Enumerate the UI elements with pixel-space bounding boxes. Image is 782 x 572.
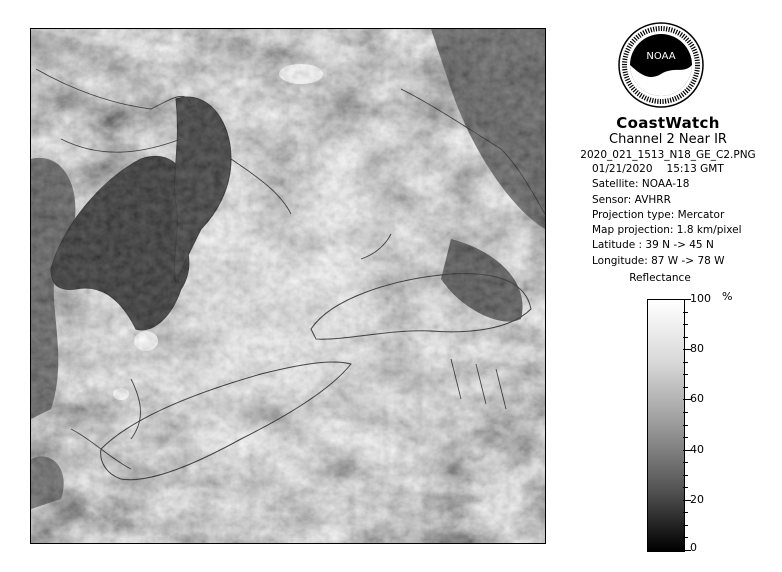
scale-tick [683, 475, 688, 476]
scale-label-40: 40 [690, 443, 704, 456]
date-value: 01/21/2020 [592, 163, 653, 175]
noaa-logo-svg [618, 22, 704, 108]
scale-label-0: 0 [690, 541, 697, 554]
scale-tick [683, 337, 688, 338]
scale-tick [683, 525, 688, 526]
image-grain [31, 29, 545, 543]
scale-tick [683, 425, 688, 426]
metadata-panel [592, 162, 742, 269]
latitude-line: Latitude : 39 N -> 45 N [592, 239, 714, 252]
file-name: 2020_021_1513_N18_GE_C2.PNG [580, 149, 756, 161]
reflectance-colorbar [647, 299, 685, 552]
app-title: CoastWatch [616, 114, 720, 132]
noaa-logo-text: NOAA [646, 51, 676, 62]
satellite-image [30, 28, 546, 544]
scale-label-60: 60 [690, 392, 704, 405]
time-value: 15:13 GMT [666, 163, 724, 175]
scale-tick [683, 387, 688, 388]
satellite-line: Satellite: NOAA-18 [592, 178, 690, 191]
scale-label-80: 80 [690, 342, 704, 355]
scale-tick [683, 487, 688, 488]
map-projection-line: Map projection: 1.8 km/pixel [592, 224, 742, 237]
info-header [560, 115, 776, 163]
scale-tick [683, 312, 688, 313]
longitude-line: Longitude: 87 W -> 78 W [592, 254, 725, 267]
scale-tick [683, 537, 688, 538]
scale-tick [683, 412, 688, 413]
noaa-logo [618, 22, 704, 108]
scale-tick [683, 512, 688, 513]
scale-tick [683, 462, 688, 463]
scale-title: Reflectance [629, 272, 691, 284]
scale-tick [683, 437, 688, 438]
channel-subtitle: Channel 2 Near IR [609, 132, 727, 147]
scale-label-100: 100 [690, 292, 711, 305]
scale-tick [683, 362, 688, 363]
date-time-line [592, 162, 742, 177]
scale-tick [683, 374, 688, 375]
satellite-image-svg [31, 29, 545, 543]
scale-unit: % [722, 290, 733, 303]
scale-tick [683, 324, 688, 325]
sensor-line: Sensor: AVHRR [592, 193, 671, 206]
scale-label-20: 20 [690, 493, 704, 506]
projection-type-line: Projection type: Mercator [592, 208, 725, 221]
